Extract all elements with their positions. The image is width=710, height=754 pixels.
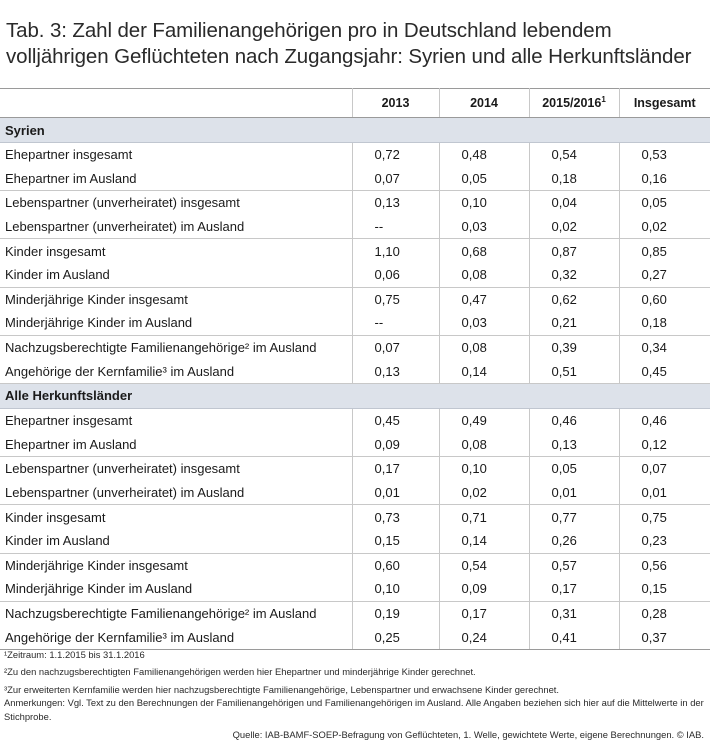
value-cell: 0,57 <box>529 553 619 577</box>
section-header-row <box>0 383 710 408</box>
value-cell: 0,08 <box>439 335 529 359</box>
table-row <box>0 601 710 625</box>
table-header-row <box>0 89 710 118</box>
row-label: Lebenspartner (unverheiratet) im Ausland <box>0 215 352 239</box>
value-cell: 0,77 <box>529 505 619 529</box>
row-label: Ehepartner insgesamt <box>5 147 133 163</box>
value-cell: 0,15 <box>352 529 439 553</box>
table-row <box>0 191 710 215</box>
value-cell: 0,07 <box>619 457 710 481</box>
value-cell: 0,05 <box>439 167 529 191</box>
table-row <box>0 359 710 383</box>
table-row <box>0 433 710 457</box>
value-cell: 0,10 <box>352 577 439 601</box>
value-cell: 0,07 <box>352 335 439 359</box>
row-label: Ehepartner im Ausland <box>0 167 352 191</box>
value-cell: 0,27 <box>619 263 710 287</box>
value-cell: 0,07 <box>352 167 439 191</box>
row-label: Nachzugsberechtigte Familienangehörige² im Ausland <box>5 605 317 621</box>
value-cell: 0,02 <box>619 215 710 239</box>
value-cell: 0,05 <box>619 191 710 215</box>
row-label: Angehörige der Kernfamilie³ im Ausland <box>0 625 352 649</box>
value-cell: 0,02 <box>439 481 529 505</box>
row-label: Kinder insgesamt <box>5 509 106 525</box>
value-cell: 0,17 <box>352 457 439 481</box>
row-label: Minderjährige Kinder insgesamt <box>5 291 188 307</box>
value-cell: 0,06 <box>352 263 439 287</box>
value-cell: 0,13 <box>529 433 619 457</box>
value-cell: 0,47 <box>439 287 529 311</box>
row-label: Ehepartner im Ausland <box>0 433 352 457</box>
footnote-marker: 1 <box>601 95 606 105</box>
value-cell: 0,39 <box>529 335 619 359</box>
table-row <box>0 481 710 505</box>
value-cell: 0,21 <box>529 311 619 335</box>
value-cell: 0,19 <box>352 601 439 625</box>
value-cell: 0,41 <box>529 625 619 649</box>
header-2015-2016 <box>529 89 619 118</box>
value-cell: 0,04 <box>529 191 619 215</box>
table-row <box>0 457 710 481</box>
value-cell: 0,09 <box>439 577 529 601</box>
value-cell: -- <box>352 311 439 335</box>
value-cell: 0,49 <box>439 408 529 432</box>
value-cell: 0,46 <box>619 408 710 432</box>
header-2013: 2013 <box>352 89 439 118</box>
value-cell: 0,37 <box>619 625 710 649</box>
table-row <box>0 335 710 359</box>
value-cell: 0,53 <box>619 143 710 167</box>
value-cell: 0,09 <box>352 433 439 457</box>
table-row <box>0 625 710 649</box>
value-cell: 0,24 <box>439 625 529 649</box>
value-cell: 0,05 <box>529 457 619 481</box>
value-cell: 0,18 <box>529 167 619 191</box>
value-cell: 0,62 <box>529 287 619 311</box>
source-line: Quelle: IAB-BAMF-SOEP-Befragung von Geflüchteten, 1. Welle, gewichtete Werte, eigene Berechnungen. © IAB. <box>232 729 704 740</box>
value-cell: 0,60 <box>352 553 439 577</box>
value-cell: 0,31 <box>529 601 619 625</box>
value-cell: 0,17 <box>529 577 619 601</box>
value-cell: 0,26 <box>529 529 619 553</box>
value-cell: 0,01 <box>352 481 439 505</box>
table-row <box>0 143 710 167</box>
value-cell: 0,68 <box>439 239 529 263</box>
value-cell: 0,56 <box>619 553 710 577</box>
row-label: Kinder im Ausland <box>0 263 352 287</box>
table-title-line-2: volljährigen Geflüchteten nach Zugangsjahr: Syrien und alle Herkunftsländer <box>6 45 692 68</box>
value-cell: 0,75 <box>619 505 710 529</box>
value-cell: 0,60 <box>619 287 710 311</box>
value-cell: 0,87 <box>529 239 619 263</box>
header-2014: 2014 <box>439 89 529 118</box>
footnotes <box>4 648 706 727</box>
footnote-3: ³Zur erweiterten Kernfamilie werden hier nachzugsberechtigte Familienangehörige, Lebenspartner und erwachsene Kinder gerechnet. <box>4 683 560 695</box>
header-2015-2016-label: 2015/2016 <box>542 96 602 111</box>
remarks: Anmerkungen: Vgl. Text zu den Berechnungen der Familienangehörigen und Familienangehörigen im Ausland. Alle Angaben beziehen sich hier auf die Mittelwerte in der Stichprobe. <box>4 697 704 722</box>
row-label: Ehepartner insgesamt <box>5 413 133 429</box>
footnote-1: ¹Zeitraum: 1.1.2015 bis 31.1.2016 <box>4 649 145 660</box>
row-label: Nachzugsberechtigte Familienangehörige² im Ausland <box>5 340 317 356</box>
table-row <box>0 287 710 311</box>
value-cell: 0,16 <box>619 167 710 191</box>
table-row <box>0 553 710 577</box>
value-cell: 1,10 <box>352 239 439 263</box>
table-row <box>0 529 710 553</box>
value-cell: 0,12 <box>619 433 710 457</box>
section-title: Alle Herkunftsländer <box>0 383 710 408</box>
value-cell: 0,14 <box>439 359 529 383</box>
section-title: Syrien <box>0 118 710 143</box>
value-cell: 0,54 <box>529 143 619 167</box>
value-cell: 0,51 <box>529 359 619 383</box>
row-label: Minderjährige Kinder insgesamt <box>5 557 188 573</box>
value-cell: 0,48 <box>439 143 529 167</box>
value-cell: 0,17 <box>439 601 529 625</box>
value-cell: 0,08 <box>439 263 529 287</box>
row-label: Minderjährige Kinder im Ausland <box>0 577 352 601</box>
row-label: Angehörige der Kernfamilie³ im Ausland <box>0 359 352 383</box>
value-cell: 0,03 <box>439 215 529 239</box>
value-cell: 0,32 <box>529 263 619 287</box>
value-cell: 0,23 <box>619 529 710 553</box>
value-cell: 0,13 <box>352 191 439 215</box>
value-cell: 0,34 <box>619 335 710 359</box>
table-row <box>0 408 710 432</box>
row-label: Lebenspartner (unverheiratet) insgesamt <box>5 195 240 211</box>
value-cell: 0,08 <box>439 433 529 457</box>
row-label: Lebenspartner (unverheiratet) im Ausland <box>0 481 352 505</box>
section-header-row <box>0 118 710 143</box>
value-cell: 0,14 <box>439 529 529 553</box>
header-blank <box>0 89 352 118</box>
value-cell: 0,01 <box>529 481 619 505</box>
header-insgesamt: Insgesamt <box>619 89 710 118</box>
table-title-line-1: Tab. 3: Zahl der Familienangehörigen pro in Deutschland lebendem <box>6 19 612 42</box>
value-cell: 0,45 <box>352 408 439 432</box>
value-cell: 0,15 <box>619 577 710 601</box>
row-label: Lebenspartner (unverheiratet) insgesamt <box>5 461 240 477</box>
data-table <box>0 88 710 650</box>
value-cell: 0,13 <box>352 359 439 383</box>
row-label: Kinder im Ausland <box>0 529 352 553</box>
value-cell: 0,10 <box>439 457 529 481</box>
value-cell: 0,45 <box>619 359 710 383</box>
value-cell: 0,54 <box>439 553 529 577</box>
value-cell: 0,73 <box>352 505 439 529</box>
value-cell: 0,71 <box>439 505 529 529</box>
value-cell: 0,85 <box>619 239 710 263</box>
table-row <box>0 215 710 239</box>
value-cell: 0,72 <box>352 143 439 167</box>
value-cell: 0,18 <box>619 311 710 335</box>
table-row <box>0 311 710 335</box>
row-label: Minderjährige Kinder im Ausland <box>0 311 352 335</box>
value-cell: 0,03 <box>439 311 529 335</box>
value-cell: -- <box>352 215 439 239</box>
table-row <box>0 263 710 287</box>
value-cell: 0,28 <box>619 601 710 625</box>
row-label: Kinder insgesamt <box>5 243 106 259</box>
table-row <box>0 577 710 601</box>
table-row <box>0 239 710 263</box>
value-cell: 0,01 <box>619 481 710 505</box>
value-cell: 0,46 <box>529 408 619 432</box>
value-cell: 0,10 <box>439 191 529 215</box>
value-cell: 0,25 <box>352 625 439 649</box>
value-cell: 0,02 <box>529 215 619 239</box>
table-row <box>0 167 710 191</box>
footnote-2: ²Zu den nachzugsberechtigten Familienangehörigen werden hier Ehepartner und minderjährige Kinder gerechnet. <box>4 666 476 678</box>
table-row <box>0 505 710 529</box>
value-cell: 0,75 <box>352 287 439 311</box>
table-title <box>6 18 706 70</box>
